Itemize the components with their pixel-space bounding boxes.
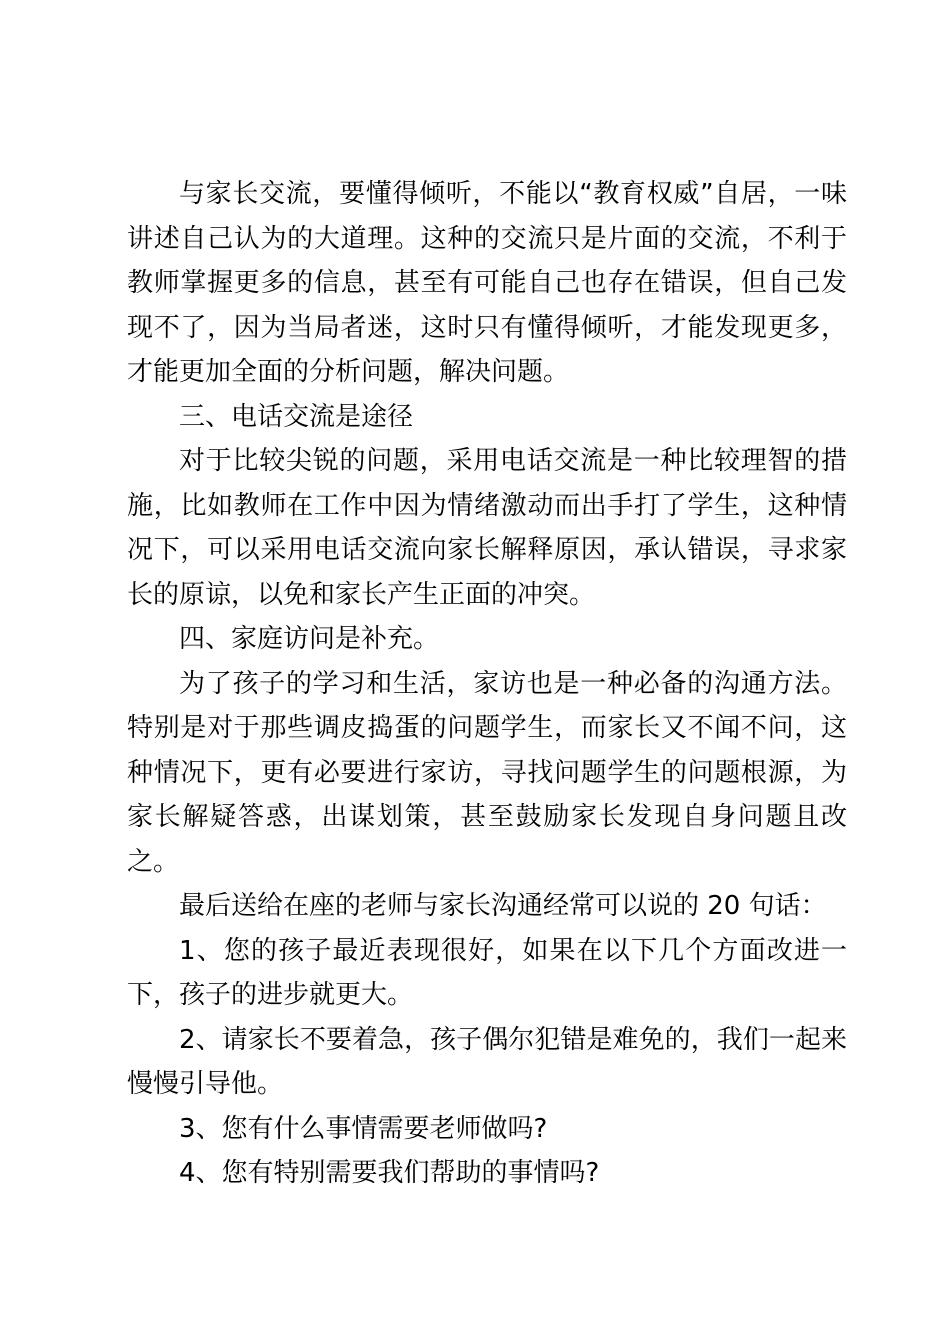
paragraph-twenty-phrases-intro: 最后送给在座的老师与家长沟通经常可以说的 20 句话：	[179, 891, 827, 921]
list-item-3: 3、您有什么事情需要老师做吗?	[179, 1113, 548, 1144]
paragraph-listening: 与家长交流，要懂得倾听，不能以“教育权威”自居，一味讲述自己认为的大道理。这种的交流只是片面的交流，不利于教师掌握更多的信息，甚至有可能自己也存在错误，但自己发现不了，因为当局者迷，这时只有懂得倾听，才能发现更多，才能更加全面的分析问题，解决问题。	[127, 179, 847, 387]
paragraph-home-visit: 为了孩子的学习和生活，家访也是一种必备的沟通方法。特别是对于那些调皮捣蛋的问题学生，而家长又不闻不问，这种情况下，更有必要进行家访，寻找问题学生的问题根源，为家长解疑答惑，出谋划策，甚至鼓励家长发现自身问题且改之。	[127, 668, 847, 877]
paragraph-phone-communication: 对于比较尖锐的问题，采用电话交流是一种比较理智的措施，比如教师在工作中因为情绪激动而出手打了学生，这种情况下，可以采用电话交流向家长解释原因，承认错误，寻求家长的原谅，以免和家长产生正面的冲突。	[127, 446, 847, 610]
heading-home-visit: 四、家庭访问是补充。	[179, 624, 440, 654]
list-item-1: 1、您的孩子最近表现很好，如果在以下几个方面改进一下，孩子的进步就更大。	[127, 935, 847, 1010]
document-body	[127, 172, 847, 1196]
list-item-4: 4、您有特别需要我们帮助的事情吗?	[179, 1158, 600, 1188]
list-item-2: 2、请家长不要着急，孩子偶尔犯错是难免的，我们一起来慢慢引导他。	[127, 1024, 847, 1099]
heading-phone-communication: 三、电话交流是途径	[179, 401, 414, 432]
